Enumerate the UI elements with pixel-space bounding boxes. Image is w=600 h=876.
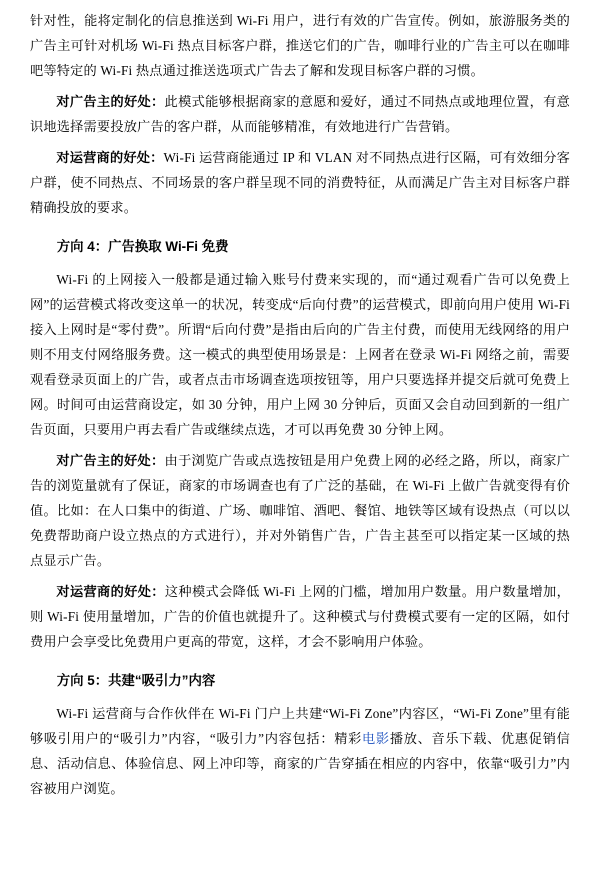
run-text: 播放、音乐下载、优惠促销信息、活动信息、体验信息、网上冲印等，商家的广告穿插在相应的内容中，依靠“吸引力”内容被用户浏览。	[30, 731, 570, 796]
paragraph	[30, 267, 570, 442]
run-bold: 方向 4：广告换取 Wi-Fi 免费	[56, 239, 229, 254]
section-heading	[30, 668, 570, 693]
run-text: 由于浏览广告或点选按钮是用户免费上网的必经之路，所以，商家广告的浏览量就有了保证，商家的市场调查也有了广泛的基础，在 Wi-Fi 上做广告就变得有价值。比如：在人口集中的街道、广场、咖啡馆、酒吧、餐馆、地铁等区域有设热点（可以以免费帮助商户设立热点的方式进行），并对外销售广告，广告主甚至可以指定某一区域的热点显示广告。	[30, 453, 570, 568]
run-bold: 对广告主的好处：	[56, 94, 165, 109]
paragraph	[30, 701, 570, 801]
run-text: 这种模式会降低 Wi-Fi 上网的门槛，增加用户数量。用户数量增加，则 Wi-Fi 使用量增加，广告的价值也就提升了。这种模式与付费模式要有一定的区隔，如付费用户会享受比免费用户更高的带宽，这样，才会不影响用户体验。	[30, 584, 570, 649]
section-heading	[30, 234, 570, 259]
paragraph	[30, 89, 570, 139]
paragraph	[30, 8, 570, 83]
run-text: 此模式能够根据商家的意愿和爱好，通过不同热点或地理位置，有意识地选择需要投放广告的客户群，从而能够精准，有效地进行广告营销。	[30, 94, 570, 134]
run-bold: 对运营商的好处：	[56, 150, 164, 165]
run-text: Wi-Fi 运营商与合作伙伴在 Wi-Fi 门户上共建“Wi-Fi Zone”内容区，“Wi-Fi Zone”里有能够吸引用户的“吸引力”内容，“吸引力”内容包括：精彩	[30, 706, 570, 746]
paragraph	[30, 145, 570, 220]
run-bold: 对运营商的好处：	[56, 584, 165, 599]
paragraph	[30, 448, 570, 573]
run-text: 针对性，能将定制化的信息推送到 Wi-Fi 用户，进行有效的广告宣传。例如，旅游服务类的广告主可针对机场 Wi-Fi 热点目标客户群，推送它们的广告，咖啡行业的广告主可以在咖啡吧等特定的 Wi-Fi 热点通过推送选项式广告去了解和发现目标客户群的习惯。	[30, 13, 570, 78]
run-bold: 方向 5：共建“吸引力”内容	[56, 673, 216, 688]
run-text: Wi-Fi 运营商能通过 IP 和 VLAN 对不同热点进行区隔，可有效细分客户群，使不同热点、不同场景的客户群呈现不同的消费特征，从而满足广告主对目标客户群精确投放的要求。	[30, 150, 570, 215]
run-bold: 对广告主的好处：	[56, 453, 165, 468]
document-body	[30, 8, 570, 801]
run-text: Wi-Fi 的上网接入一般都是通过输入账号付费来实现的，而“通过观看广告可以免费上网”的运营模式将改变这单一的状况，转变成“后向付费”的运营模式，即前向用户使用 Wi-Fi 接入上网时是“零付费”。所谓“后向付费”是指由后向的广告主付费，而使用无线网络的用户则不用支付网络服务费。这一模式的典型使用场景是：上网者在登录 Wi-Fi 网络之前，需要观看登录页面上的广告，或者点击市场调查选项按钮等，用户只要选择并提交后就可免费上网。时间可由运营商设定，如 30 分钟，用户上网 30 分钟后，页面又会自动回到新的一组广告页面，只要用户再去看广告或继续点选，才可以再免费 30 分钟上网。	[30, 272, 570, 437]
inline-link[interactable]: 电影	[362, 731, 390, 746]
paragraph	[30, 579, 570, 654]
